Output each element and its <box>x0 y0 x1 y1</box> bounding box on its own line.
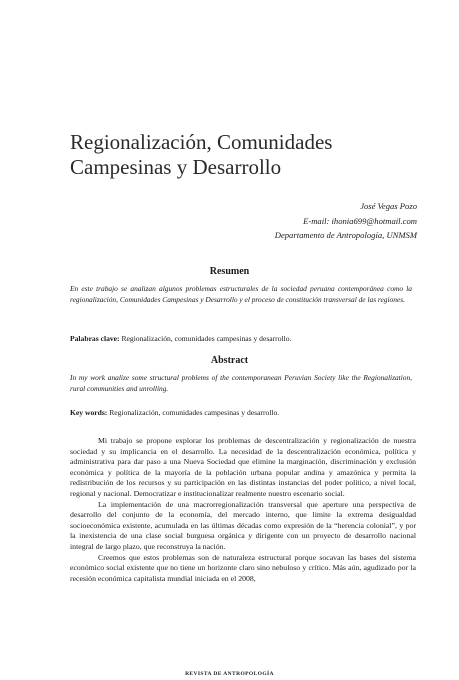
body-paragraph-2: La implementación de una macrorregionalización transversal que aperture una perspectiva de desarrollo del conjunto de la economía, del mercado interno, que limite la extrema desigualdad socioeconómica existente, acumulada en las últimas décadas como expresión de la “herencia colonial”, y por la inexistencia de una clase social burguesa orgánica y dirigente con un proyecto de desarrollo nacional integral de largo plazo, que reconstruya la nación. <box>70 499 416 551</box>
resumen-keywords-text: Regionalización, comunidades campesinas y desarrollo. <box>119 334 292 343</box>
author-email: E-mail: ihonia699@hotmail.com <box>303 215 417 226</box>
author-name: José Vegas Pozo <box>360 201 417 211</box>
resumen-heading: Resumen <box>209 266 250 277</box>
abstract-keywords <box>70 407 412 418</box>
abstract-heading: Abstract <box>210 355 249 366</box>
body-text <box>70 436 416 584</box>
title-line-1: Regionalización, Comunidades <box>70 130 333 154</box>
resumen-keywords <box>70 333 412 344</box>
resumen-text: En este trabajo se analizan algunos problemas estructurales de la sociedad peruana contemporánea como la regionalización, Comunidades Campesinas y Desarrollo y el proceso de constitución transversal de las regiones. <box>70 284 412 305</box>
journal-footer: REVISTA DE ANTROPOLOGÍA <box>185 671 274 677</box>
title-line-2: Campesinas y Desarrollo <box>70 155 282 179</box>
author-affiliation: Departamento de Antropología, UNMSM <box>274 230 417 240</box>
abstract-keywords-label: Key words: <box>70 408 108 417</box>
resumen-keywords-label: Palabras clave: <box>70 334 120 343</box>
author-block <box>275 199 417 243</box>
abstract-keywords-text: Regionalización, comunidades campesinas y desarrollo. <box>107 408 280 417</box>
article-title <box>70 130 430 180</box>
body-paragraph-3: Creemos que estos problemas son de naturaleza estructural porque socavan las bases del sistema económico social existente que no tiene un horizonte claro sino nebuloso y crítico. Más aún, agudizado por la recesión económica capitalista mundial iniciada en el 2008, <box>70 552 416 583</box>
abstract-text: In my work analize some structural problems of the contemporanean Peruvian Society like the Regionalization, rural communities and unrolling. <box>70 373 412 394</box>
body-paragraph-1: Mi trabajo se propone explorar los problemas de descentralización y regionalización de nuestra sociedad y su implicancia en el desarrollo. La necesidad de la descentralización económica, política y administrativa para dar paso a una Nueva Sociedad que elimine la marginación, discriminación y exclusión económica y política de la mayoría de la población urbana popular andina y amazónica y permita la redistribución de los recursos y su participación en las distintas instancias del poder político, a nivel local, regional y nacional. Democratizar e institucionalizar realmente nuestro escenario social. <box>70 436 416 498</box>
